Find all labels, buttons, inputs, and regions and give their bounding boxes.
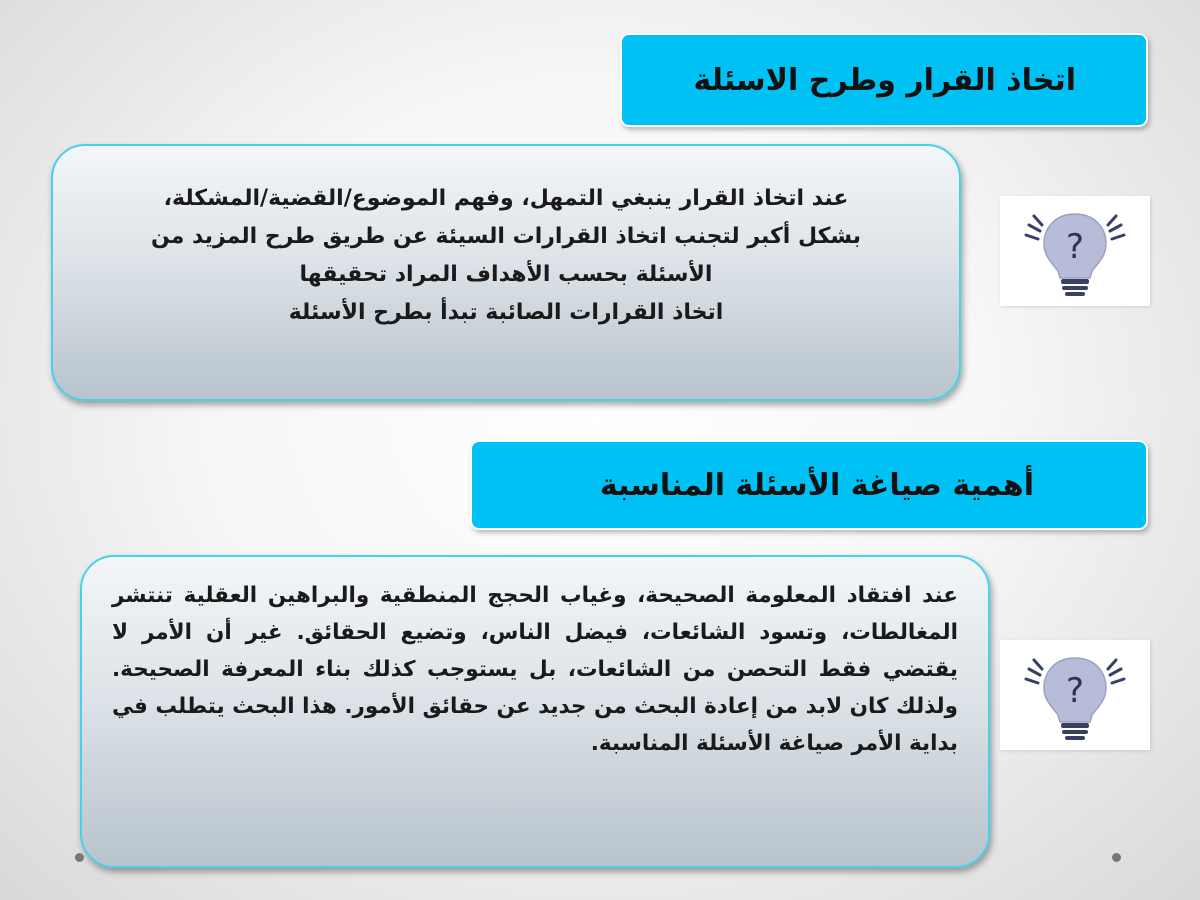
content-line: اتخاذ القرارات الصائبة تبدأ بطرح الأسئلة	[288, 300, 724, 325]
decision-content-box	[51, 144, 961, 401]
question-lightbulb-icon	[1000, 640, 1150, 750]
content-line: عند اتخاذ القرار ينبغي التمهل، وفهم الموضوع/القضية/المشكلة،	[163, 186, 849, 211]
content-line: الأسئلة بحسب الأهداف المراد تحقيقها	[299, 262, 713, 287]
svg-text:?: ?	[1065, 227, 1085, 267]
content-paragraph: عند افتقاد المعلومة الصحيحة، وغياب الحجج المنطقية والبراهين العقلية تنتشر المغالطات، وتسود الشائعات، فيضل الناس، وتضيع الحقائق. غير أن الأمر لا يقتضي فقط التحصن من الشائعات، بل يستوجب كذلك بناء المعرفة الصحيحة. ولذلك كان لابد من إعادة البحث من جديد عن حقائق الأمور. هذا البحث يتطلب في بداية الأمر صياغة الأسئلة المناسبة.	[112, 583, 958, 756]
section-title-text: اتخاذ القرار وطرح الاسئلة	[693, 62, 1076, 98]
decorative-dot	[1112, 853, 1121, 862]
section-title-decision-questions	[620, 33, 1148, 127]
section-title-text: أهمية صياغة الأسئلة المناسبة	[599, 467, 1034, 503]
svg-text:?: ?	[1065, 671, 1085, 711]
question-lightbulb-icon	[1000, 196, 1150, 306]
content-line: بشكل أكبر لتجنب اتخاذ القرارات السيئة عن طريق طرح المزيد من	[150, 224, 862, 249]
decorative-dot	[75, 853, 84, 862]
section-title-question-importance	[470, 440, 1148, 530]
importance-content-box	[80, 555, 990, 868]
